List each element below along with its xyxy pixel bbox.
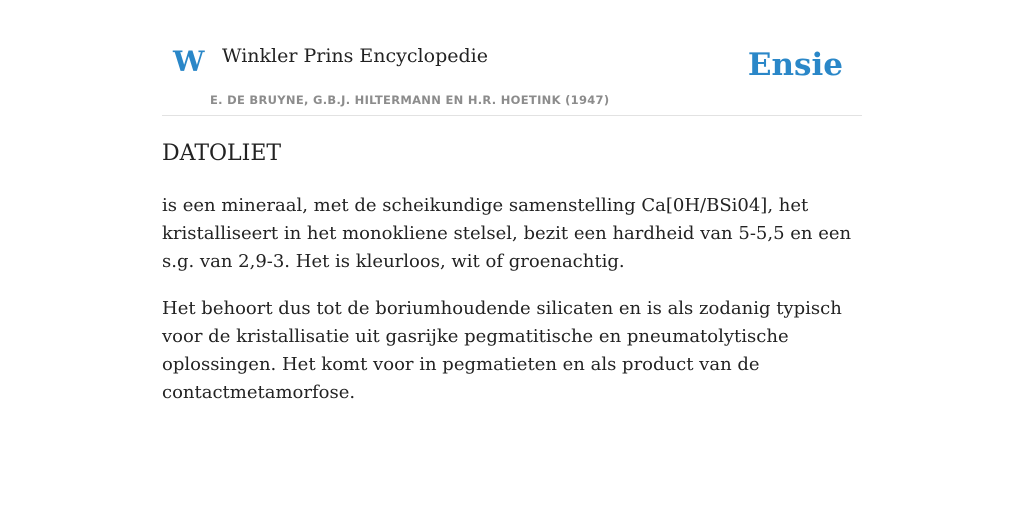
encyclopedia-logo[interactable]: W	[173, 45, 205, 78]
page-container	[162, 0, 862, 403]
encyclopedia-title[interactable]: Winkler Prins Encyclopedie	[222, 45, 488, 67]
article-body	[162, 192, 862, 426]
article-paragraph: is een mineraal, met de scheikundige samenstelling Ca[0H/BSi04], het kristalliseert in het monokliene stelsel, bezit een hardheid van 5-5,5 en een s.g. van 2,9-3. Het is kleurloos, wit of groenachtig.	[162, 195, 852, 272]
article-paragraph: Het behoort dus tot de boriumhoudende silicaten en is als zodanig typisch voor de kristallisatie uit gasrijke pegmatitische en pneumatolytische oplossingen. Het komt voor in pegmatieten en als product van de contactmetamorfose.	[162, 298, 842, 403]
encyclopedia-header	[162, 0, 862, 116]
ensie-brand-logo[interactable]: Ensie	[747, 47, 843, 83]
article-title: DATOLIET	[162, 141, 282, 166]
encyclopedia-authors: E. DE BRUYNE, G.B.J. HILTERMANN EN H.R. HOETINK (1947)	[210, 93, 610, 107]
